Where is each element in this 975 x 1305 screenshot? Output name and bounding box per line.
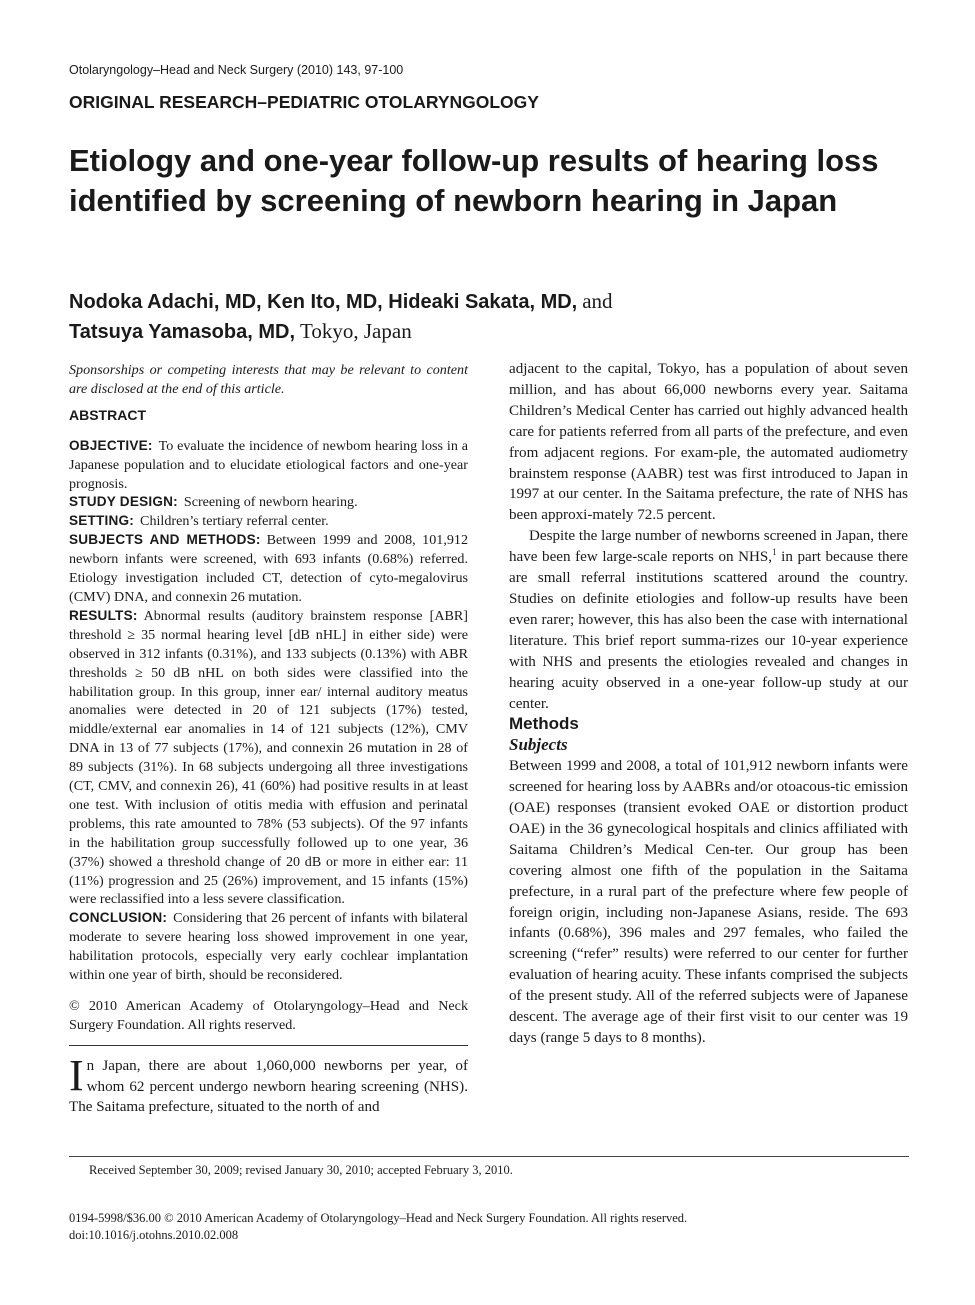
setting-text: Children’s tertiary referral center. — [140, 513, 329, 530]
abstract-heading: ABSTRACT — [69, 406, 146, 423]
results-label: RESULTS: — [69, 607, 138, 623]
methods-text: Between 1999 and 2008, 101,912 newborn infants were screened, with 693 infants (0.68%) referred. Etiology investigation included CT, detection of cyto-megalovirus (CMV) DNA, and connexin 26 mutation. — [69, 532, 468, 605]
results-text: Abnormal results (auditory brainstem response [ABR] threshold ≥ 35 normal hearing level [dB nHL] in either side) were observed in 312 infants (0.31%), and 133 subjects (0.13%) with ABR thresholds ≥ 50 dB nHL on both sides were classified into the habilitation group. In this group, inner ear/ internal auditory meatus anomalies were detected in 20 of 121 subjects (17%) tested, middle/external ear anomalies in 14 of 121 subjects (12%), CMV DNA in 13 of 77 subjects (17%), and connexin 26 mutation in 28 of 89 subjects (31%). In 68 subjects undergoing all three investigations (CT, CMV, and connexin 26), 41 (60%) had positive results in at least one test. With inclusion of otitis media with effusion and perinatal problems, this rate amounted to 78% (53 subjects). Of the 97 infants in the habilitation group successfully followed up to one year, 36 (37%) showed a threshold change of 20 dB or more in either ear: 11 (11%) progression and 25 (26%) improvement, and 15 infants (15%) were reclassified into a less severe classification. — [69, 607, 468, 908]
received-dates: Received September 30, 2009; revised January 30, 2010; accepted February 3, 2010. — [89, 1163, 513, 1177]
intro-text: n Japan, there are about 1,060,000 newborns per year, of whom 62 percent undergo newborn hearing screening (NHS). The Saitama prefecture, situated to the north of and — [69, 1057, 468, 1116]
section-heading: ORIGINAL RESEARCH–PEDIATRIC OTOLARYNGOLOGY — [69, 92, 539, 112]
authors-and: and — [582, 289, 613, 313]
footnote-divider — [69, 1156, 909, 1157]
abstract-divider — [69, 1045, 468, 1046]
objective-text: To evaluate the incidence of newbom hearing loss in a Japanese population and to elucidate etiological factors and one-year prognosis. — [69, 437, 468, 492]
issn-line: 0194-5998/$36.00 © 2010 American Academy of Otolaryngology–Head and Neck Surgery Foundation. All rights reserved. — [69, 1211, 688, 1225]
para2-text-a: Despite the large number of newborns screened in Japan, there have been few large-scale reports on NHS, — [509, 528, 908, 566]
abstract-results — [69, 607, 468, 910]
setting-label: SETTING: — [69, 513, 135, 529]
abstract-methods — [69, 531, 468, 607]
authors-line-2: Tatsuya Yamasoba, MD, — [69, 321, 296, 343]
body-paragraph-1: adjacent to the capital, Tokyo, has a population of about seven million, and has about 66,000 newborns every year. Saitama Children’s Medical Center has carried out highly advanced health care for patients referred from all parts of the prefecture, and even from adjacent regions. For exam-ple, the automated audiometry brainstem response (AABR) test was first introduced to Japan in 1997 at our center. In the Saitama prefecture, the rate of NHS has been approxi-mately 72.5 percent. — [509, 361, 908, 524]
citation-ref-1: 1 — [772, 547, 777, 558]
drop-cap: I — [69, 1050, 84, 1100]
conclusion-label: CONCLUSION: — [69, 910, 168, 926]
left-column — [69, 361, 468, 1118]
para2-text-b: in part because there are small referral institutions scattered around the country. Studies on definite etiologies and follow-up results have been even rarer; however, this has also been the case with international literature. This brief report summa-rizes our 10-year experience with NHS and presents the etiologies revealed and changes in hearing acuity observed in a one-year follow-up study at our center. — [509, 549, 909, 712]
author-list — [69, 287, 919, 347]
body-paragraph-3: Between 1999 and 2008, a total of 101,912 newborn infants were screened for hearing loss by AABRs and/or otoacous-tic emission (OAE) responses (transient evoked OAE or distortion product OAE) in the 36 gynecological hospitals and clinics affiliated with Saitama Children’s Medical Cen-ter. Our group has been covering almost one fifth of the population in the Saitama prefecture, in a rural part of the prefecture where few people of foreign origin, including non-Japanese Asians, reside. The 693 infants (0.68%), 396 males and 297 females, who failed the screening (“refer” results) were referred to our center for further evaluation of hearing acuity. These infants comprised the subjects of the present study. All of the referred subjects were of Japanese descent. The average age of their first visit to our center was 19 days (range 5 days to 8 months). — [509, 758, 908, 1046]
design-text: Screening of newborn hearing. — [183, 494, 358, 511]
right-column — [509, 359, 908, 1049]
journal-citation: Otolaryngology–Head and Neck Surgery (2010) 143, 97-100 — [69, 63, 404, 77]
subjects-subheading: Subjects — [509, 735, 568, 755]
abstract-conclusion — [69, 909, 468, 985]
abstract-design — [69, 493, 468, 512]
body-paragraph-2 — [509, 526, 908, 714]
abstract-objective — [69, 437, 468, 494]
authors-line-1: Nodoka Adachi, MD, Ken Ito, MD, Hideaki Sakata, MD, — [69, 291, 578, 313]
article-title: Etiology and one-year follow-up results of hearing loss identified by screening of newborn hearing in Japan — [69, 143, 879, 218]
abstract-setting — [69, 512, 468, 531]
intro-paragraph — [69, 1050, 468, 1118]
abstract-copyright: © 2010 American Academy of Otolaryngology–Head and Neck Surgery Foundation. All rights reserved. — [69, 998, 468, 1033]
sponsorship-note: Sponsorships or competing interests that may be relevant to content are disclosed at the end of this article. — [69, 362, 468, 397]
doi-line: doi:10.1016/j.otohns.2010.02.008 — [69, 1228, 239, 1242]
design-label: STUDY DESIGN: — [69, 494, 178, 510]
methods-heading: Methods — [509, 714, 579, 734]
objective-label: OBJECTIVE: — [69, 437, 153, 453]
author-location: Tokyo, Japan — [300, 319, 412, 343]
conclusion-text: Considering that 26 percent of infants with bilateral moderate to severe hearing loss showed improvement in one year, habilitation protocols, especially very early cochlear implantation within one year of birth, should be reconsidered. — [69, 910, 468, 984]
methods-label: SUBJECTS AND METHODS: — [69, 532, 261, 548]
